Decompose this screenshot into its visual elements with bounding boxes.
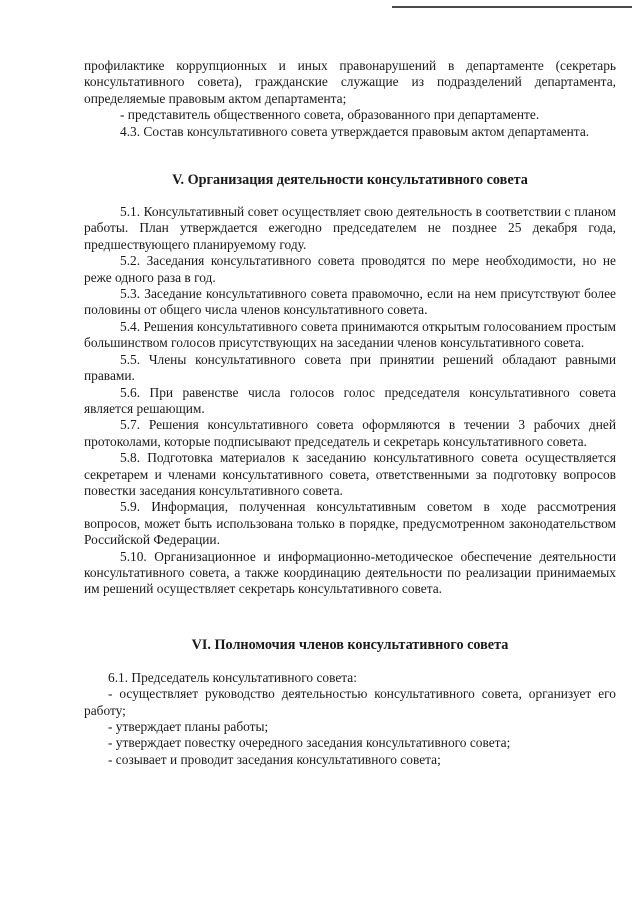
clause-5-10: 5.10. Организационное и информационно-методическое обеспечение деятельности консультативного совета, а также координацию деятельности по реализации принимаемых им решений осуществляет секретарь консультативного совета. [84, 548, 616, 597]
intro-list-item-public-council: - представитель общественного совета, образованного при департаменте. [120, 107, 540, 123]
clause-5-2: 5.2. Заседания консультативного совета проводятся по мере необходимости, но не реже одного раза в год. [84, 253, 616, 285]
chair-duty-leadership: - осуществляет руководство деятельностью консультативного совета, организует его работу; [84, 686, 616, 718]
clause-5-4: 5.4. Решения консультативного совета принимаются открытым голосованием простым большинством голосов присутствующих на заседании членов консультативного совета. [84, 318, 616, 351]
chair-duty-convene-meetings: - созывает и проводит заседания консультативного совета; [108, 751, 441, 767]
chair-duty-approve-plans: - утверждает планы работы; [108, 719, 269, 734]
clause-5-3: 5.3. Заседание консультативного совета правомочно, если на нем присутствуют более половины от общего числа членов консультативного совета. [84, 286, 616, 318]
section-5-heading: V. Организация деятельности консультативного совета [172, 172, 528, 189]
clause-5-8: 5.8. Подготовка материалов к заседанию консультативного совета осуществляется секретарем и членами консультативного совета, ответственными за подготовку вопросов повестки заседания консультативного совета. [84, 450, 616, 498]
clause-6-1: 6.1. Председатель консультативного совета: [108, 669, 357, 685]
clause-4-3: 4.3. Состав консультативного совета утверждается правовым актом департамента. [120, 123, 590, 139]
scan-edge-line [392, 6, 632, 8]
chair-duty-approve-agenda: - утверждает повестку очередного заседания консультативного совета; [108, 735, 511, 751]
clause-5-9: 5.9. Информация, полученная консультативным советом в ходе рассмотрения вопросов, может быть использована только в порядке, предусмотренном законодательством Российской Федерации. [84, 499, 616, 548]
clause-5-7: 5.7. Решения консультативного совета оформляются в течении 3 рабочих дней протоколами, которые подписывают председатель и секретарь консультативного совета. [84, 417, 616, 449]
clause-5-1: 5.1. Консультативный совет осуществляет свою деятельность в соответствии с планом работы. План утверждается ежегодно председателем не позднее 25 декабря года, предшествующего планируемому году. [84, 204, 616, 252]
document-page [84, 58, 616, 768]
section-6-heading: VI. Полномочия членов консультативного совета [191, 636, 509, 653]
intro-paragraph-continuation: профилактике коррупционных и иных правонарушений в департаменте (секретарь консультативного совета), гражданские служащие из подразделений департамента, определяемые правовым актом департамента; [84, 58, 616, 106]
clause-5-6: 5.6. При равенстве числа голосов голос председателя консультативного совета является решающим. [84, 384, 616, 416]
clause-5-5: 5.5. Члены консультативного совета при принятии решений обладают равными правами. [84, 351, 616, 384]
